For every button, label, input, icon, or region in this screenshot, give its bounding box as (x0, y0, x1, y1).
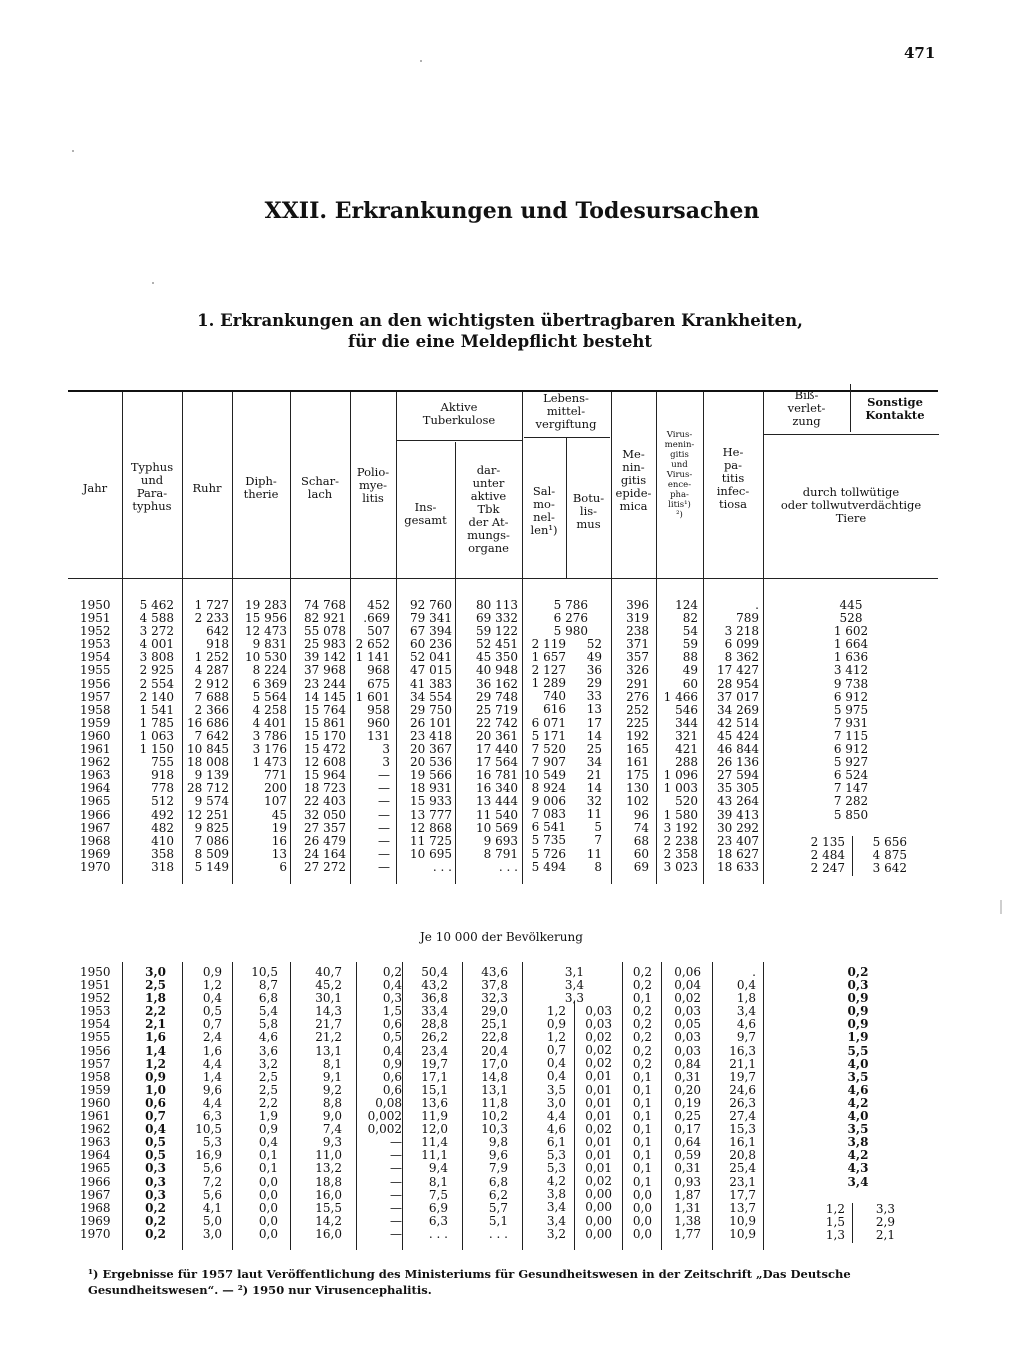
header-aktive-tbk: Aktive Tuberkulose (422, 400, 496, 427)
rate-biss-sonstige-rule (852, 1203, 853, 1243)
scan-speck (1000, 900, 1002, 914)
header-salmonellen: Sal- mo- nel- len¹) (530, 484, 558, 537)
section-title-line2: für die eine Meldepflicht besteht (348, 332, 652, 351)
header-tbk-darunter: dar- unter aktive Tbk der At- mungs- organe (467, 463, 510, 555)
abs-col-virus: 124 82 54 59 88 49 60 1 466 546 344 321 421 288 1 096 1 003 520 1 580 3 192 2 238 2 358 3 023 (663, 598, 698, 874)
rate-col-typhus: 3,0 2,5 1,8 2,2 2,1 1,6 1,4 1,2 0,9 1,0 0,6 0,7 0,4 0,5 0,5 0,3 0,3 0,3 0,2 0,2 0,2 (145, 965, 166, 1241)
abs-col-sonstige: 5 656 4 875 3 642 (872, 835, 907, 876)
abs-col-lebensmittel-total: 5 786 6 276 5 980 (553, 598, 588, 639)
header-tollwut: durch tollwütige oder tollwutverdächtige Tiere (780, 485, 922, 525)
abs-col-scharlach: 74 768 82 921 55 078 25 983 39 142 37 968 23 244 14 145 15 764 15 861 15 170 15 472 12 608 15 964 18 723 22 403 32 050 27 357 26 479 24 164 27 272 (304, 598, 346, 874)
rate-col-lebensmittel-total: 3,1 3,4 3,3 (564, 965, 584, 1006)
abs-col-diphtherie: 19 283 15 956 12 473 9 831 10 530 8 224 6 369 5 564 4 258 4 401 3 786 3 176 1 473 771 200 107 45 19 16 13 6 (245, 598, 287, 874)
abs-col-salmonellen: 2 119 1 657 2 127 1 289 740 616 6 071 5 171 7 520 7 907 10 549 8 924 9 006 7 083 6 541 5 735 5 726 5 494 (524, 637, 566, 874)
header-sonstige: Sonstige Kontakte (865, 395, 925, 422)
abs-col-tbk-darunter: 80 113 69 332 59 122 52 451 45 350 40 948 36 162 29 748 25 719 22 742 20 361 17 440 17 564 16 781 16 340 13 444 11 540 10 569 9 693 8 791 . . . (476, 598, 518, 874)
rate-col-jahr: 1950 1951 1952 1953 1954 1955 1956 1957 1958 1959 1960 1961 1962 1963 1964 1965 1966 1967 1968 1969 1970 (80, 965, 111, 1241)
rate-col-sonstige: 3,3 2,9 2,1 (875, 1202, 895, 1243)
abs-col-hepatitis: . 789 3 218 6 099 8 362 17 427 28 954 37 017 34 269 42 514 45 424 46 844 26 136 27 594 35 305 43 264 39 413 30 292 23 407 18 627 18 633 (717, 598, 759, 874)
footnote: ¹) Ergebnisse für 1957 laut Veröffentlichung des Ministeriums für Gesundheitswesen in der Zeitschrift „Das Deutsche Gesundheitswesen“. — ²) 1950 nur Virusencephalitis. (88, 1267, 851, 1297)
header-hepatitis: He- pa- titis infec- tiosa (716, 445, 750, 511)
header-scharlach: Schar- lach (301, 474, 339, 501)
header-lebensmittel: Lebens- mittel- vergiftung (535, 391, 597, 431)
abs-col-polio: 452 .669 507 2 652 1 141 968 675 1 601 958 960 131 3 3 — — — — — — — — (355, 598, 390, 874)
tollwut-group-rule (763, 434, 939, 435)
section-title (0, 310, 1000, 352)
rate-col-tollwut-total: 0,2 0,3 0,9 0,9 0,9 1,9 5,5 4,0 3,5 4,6 4,2 4,0 3,5 3,8 4,2 4,3 3,4 (847, 965, 869, 1189)
rate-col-tbk-insgesamt: 50,4 43,2 36,8 33,4 28,8 26,2 23,4 19,7 17,1 15,1 13,6 11,9 12,0 11,4 11,1 9,4 8,1 7,5 6,9 6,3 . . . (421, 965, 448, 1241)
abs-col-ruhr: 1 727 2 233 642 918 1 252 4 287 2 912 7 688 2 366 16 686 7 642 10 845 18 008 9 139 28 712 9 574 12 251 9 825 7 086 8 509 5 149 (187, 598, 229, 874)
rates-heading: Je 10 000 der Bevölkerung (420, 930, 583, 944)
rate-col-meningitis: 0,2 0,2 0,1 0,2 0,2 0,2 0,2 0,2 0,1 0,1 0,1 0,1 0,1 0,1 0,1 0,1 0,1 0,0 0,0 0,0 0,0 (632, 965, 652, 1241)
header-typhus: Typhus und Para- typhus (130, 460, 174, 513)
header-polio: Polio- mye- litis (356, 465, 390, 505)
abs-col-biss: 2 135 2 484 2 247 (810, 835, 845, 876)
scan-speck (152, 282, 154, 284)
header-bottom-rule (68, 578, 938, 579)
tbk-group-rule (396, 440, 522, 441)
abs-col-typhus: 5 462 4 588 3 272 4 001 3 808 2 925 2 554 2 140 1 541 1 785 1 063 1 150 755 918 778 512 492 482 410 358 318 (139, 598, 174, 874)
rate-col-scharlach: 40,7 45,2 30,1 14,3 21,7 21,2 13,1 8,1 9,1 9,2 8,8 9,0 7,4 9,3 11,0 13,2 18,8 16,0 15,5 14,2 16,0 (315, 965, 342, 1241)
lebensmittel-group-rule (524, 437, 610, 438)
header-jahr: Jahr (82, 481, 108, 495)
abs-col-meningitis: 396 319 238 371 357 326 291 276 252 225 192 165 161 175 130 102 96 74 68 60 69 (626, 598, 649, 874)
rate-col-tbk-darunter: 43,6 37,8 32,3 29,0 25,1 22,8 20,4 17,0 14,8 13,1 11,8 10,2 10,3 9,8 9,6 7,9 6,8 6,2 5,7 5,1 . . . (481, 965, 508, 1241)
rate-col-virus: 0,06 0,04 0,02 0,03 0,05 0,03 0,03 0,84 0,31 0,20 0,19 0,25 0,17 0,64 0,59 0,31 0,93 1,87 1,31 1,38 1,77 (674, 965, 701, 1241)
header-tbk-insgesamt: Ins- gesamt (404, 500, 447, 527)
rate-col-botulismus: 0,03 0,03 0,02 0,02 0,02 0,01 0,01 0,01 0,01 0,02 0,01 0,01 0,01 0,02 0,00 0,00 0,00 0,00 (585, 1004, 612, 1241)
header-ruhr: Ruhr (192, 481, 222, 495)
header-meningitis: Me- nin- gitis epide- mica (615, 447, 652, 513)
scan-speck (420, 60, 422, 62)
rate-col-hepatitis: . 0,4 1,8 3,4 4,6 9,7 16,3 21,1 19,7 24,6 26,3 27,4 15,3 16,1 20,8 25,4 23,1 17,7 13,7 10,9 10,9 (729, 965, 756, 1241)
scan-speck (72, 150, 74, 152)
page-number: 471 (904, 44, 936, 62)
abs-biss-sonstige-rule (852, 836, 853, 876)
header-diphtherie: Diph- therie (243, 474, 279, 501)
abs-col-botulismus: 52 49 36 29 33 13 17 14 25 34 21 14 32 11 5 7 11 8 (586, 637, 602, 874)
rate-col-polio: 0,2 0,4 0,3 1,5 0,6 0,5 0,4 0,9 0,6 0,6 0,08 0,002 0,002 — — — — — — — — (367, 965, 402, 1241)
section-title-line1: 1. Erkrankungen an den wichtigsten übertragbaren Krankheiten, (197, 311, 803, 330)
rate-col-diphtherie: 10,5 8,7 6,8 5,4 5,8 4,6 3,6 3,2 2,5 2,5 2,2 1,9 0,9 0,4 0,1 0,1 0,0 0,0 0,0 0,0 0,0 (251, 965, 278, 1241)
header-botulismus: Botu- lis- mus (572, 491, 605, 531)
abs-col-tollwut-total: 445 528 1 602 1 664 1 636 3 412 9 738 6 912 5 975 7 931 7 115 6 912 5 927 6 524 7 147 7 282 5 850 (833, 598, 869, 822)
header-biss: Biß- verlet- zung (787, 388, 826, 428)
rate-col-ruhr: 0,9 1,2 0,4 0,5 0,7 2,4 1,6 4,4 1,4 9,6 4,4 6,3 10,5 5,3 16,9 5,6 7,2 5,6 4,1 5,0 3,0 (195, 965, 222, 1241)
rate-col-salmonellen: 1,2 0,9 1,2 0,7 0,4 0,4 3,5 3,0 4,4 4,6 6,1 5,3 5,3 4,2 3,8 3,4 3,4 3,2 (546, 1004, 566, 1241)
chapter-title: XXII. Erkrankungen und Todesursachen (264, 198, 760, 224)
rate-col-biss: 1,2 1,5 1,3 (825, 1202, 845, 1243)
abs-col-jahr: 1950 1951 1952 1953 1954 1955 1956 1957 1958 1959 1960 1961 1962 1963 1964 1965 1966 1967 1968 1969 1970 (80, 598, 111, 874)
header-virus: Virus- menin- gitis und Virus- ence- pha- litis¹) ²) (664, 430, 695, 520)
abs-col-tbk-insgesamt: 92 760 79 341 67 394 60 236 52 041 47 015 41 383 34 554 29 750 26 101 23 418 20 367 20 536 19 566 18 931 15 933 13 777 12 868 11 725 10 695 . . . (410, 598, 452, 874)
